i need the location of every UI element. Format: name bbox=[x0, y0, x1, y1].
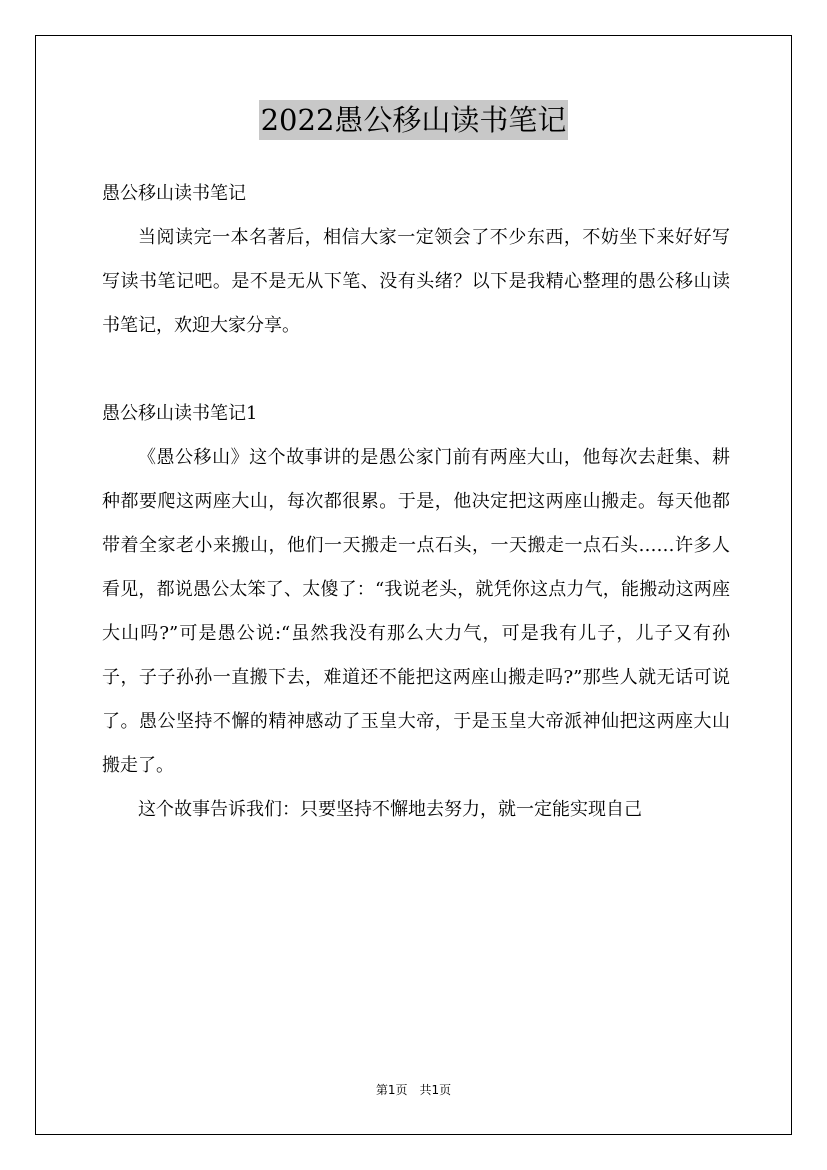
document-title: 2022愚公移山读书笔记 bbox=[259, 100, 569, 140]
section-paragraph: 这个故事告诉我们：只要坚持不懈地去努力，就一定能实现自己 bbox=[138, 799, 642, 820]
section-heading: 愚公移山读书笔记1 bbox=[102, 403, 258, 424]
page-footer: 第1页 共1页 bbox=[375, 1083, 452, 1097]
document-body bbox=[102, 172, 730, 832]
paragraph-spacer bbox=[102, 348, 730, 392]
document-subtitle: 愚公移山读书笔记 bbox=[102, 183, 246, 204]
section-paragraph: 《愚公移山》这个故事讲的是愚公家门前有两座大山，他每次去赶集、耕种都要爬这两座大山，每次都很累。于是，他决定把这两座山搬走。每天他都带着全家老小来搬山，他们一天搬走一点石头，一天搬走一点石头……许多人看见，都说愚公太笨了、太傻了：“我说老头，就凭你这点力气，能搬动这两座大山吗?”可是愚公说:“虽然我没有那么大力气，可是我有儿子，儿子又有孙子，子子孙孙一直搬下去，难道还不能把这两座山搬走吗?”那些人就无话可说了。愚公坚持不懈的精神感动了玉皇大帝，于是玉皇大帝派神仙把这两座大山搬走了。 bbox=[102, 447, 730, 776]
title-container bbox=[0, 100, 827, 140]
intro-paragraph: 当阅读完一本名著后，相信大家一定领会了不少东西，不妨坐下来好好写写读书笔记吧。是不是无从下笔、没有头绪？以下是我精心整理的愚公移山读书笔记，欢迎大家分享。 bbox=[102, 227, 730, 336]
